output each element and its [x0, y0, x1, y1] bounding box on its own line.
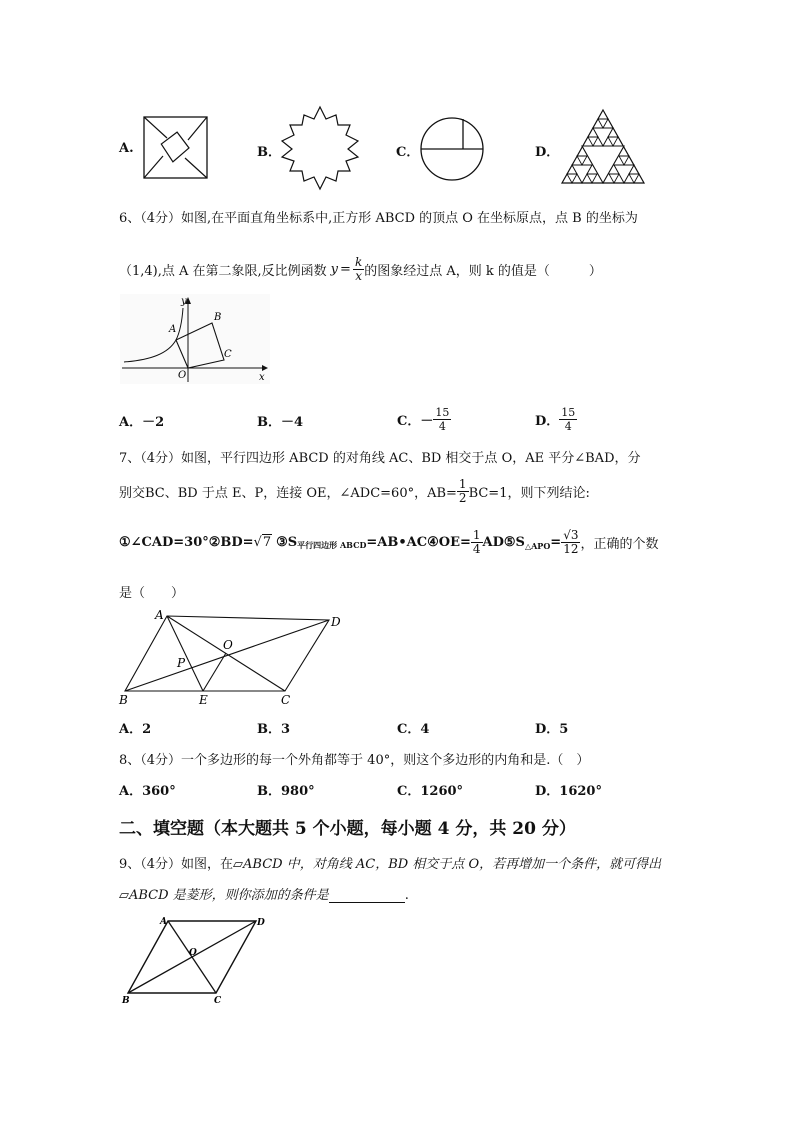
- section-2-title: 二、填空题（本大题共 5 个小题，每小题 4 分，共 20 分）: [119, 819, 576, 839]
- q9-fig-label-a: A: [160, 917, 167, 927]
- q7-fig-label-b: B: [119, 693, 128, 707]
- q8-option-d: D．1620°: [535, 784, 602, 799]
- q7-line3-fraction: [471, 529, 483, 556]
- q7-figure-parallelogram: [115, 605, 350, 710]
- q8-option-b: B．980°: [257, 784, 315, 799]
- q7-line3-sub2: △APO: [524, 541, 551, 551]
- q7-line2-frac-den: 2: [458, 490, 467, 505]
- q5-option-d-label: D．: [535, 145, 560, 160]
- q9-fig-label-c: C: [214, 996, 222, 1006]
- q7-line3-fraction2: [561, 529, 580, 556]
- q9-fig-label-b: B: [122, 996, 130, 1006]
- q9-fig-label-o: O: [189, 948, 197, 958]
- q6-fig-label-o: O: [178, 370, 187, 381]
- q7-fig-label-a: A: [155, 608, 164, 622]
- q7-fig-label-o: O: [223, 638, 233, 652]
- q7-line2-frac-num: 1: [458, 476, 467, 491]
- q6-frac-num: k: [354, 254, 363, 269]
- q6-option-d: [535, 402, 577, 436]
- q5-figure-a: [143, 116, 209, 180]
- q6-func-y: y: [330, 261, 339, 277]
- q6-option-c-fraction: [433, 406, 451, 433]
- q6-frac-den: x: [355, 268, 362, 283]
- q6-option-c: [397, 402, 451, 436]
- q7-sqrt-value: 7: [262, 535, 272, 550]
- q7-option-c: C．4: [397, 722, 430, 737]
- q7-stem-line2: [119, 473, 590, 509]
- q5-figure-c-circle: [419, 116, 485, 182]
- q9-line1-a: 9、（4分）如图，在: [119, 857, 234, 872]
- q6-stem-line2-a: （1,4),点 A 在第二象限,反比例函数: [119, 263, 327, 279]
- q6-option-c-num: 15: [435, 405, 450, 419]
- q7-line3-e: =: [550, 534, 562, 550]
- q7-stem-line4: 是（ ）: [119, 586, 185, 601]
- q5-figure-d-sierpinski: [560, 108, 646, 186]
- q9-line2-symbol: ▱: [119, 888, 129, 903]
- q6-option-d-fraction: [559, 406, 577, 433]
- q7-line3-b: ③S: [276, 534, 298, 550]
- q7-line3-frac2-num: √3: [563, 527, 579, 542]
- q7-line3-frac-num: 1: [472, 527, 481, 542]
- q7-option-b: B．3: [257, 722, 291, 737]
- q8-option-c: C．1260°: [397, 784, 464, 799]
- q7-fig-label-c: C: [281, 693, 291, 707]
- q7-line3-sub1: 平行四边形 ABCD: [297, 540, 367, 550]
- q6-fig-label-x: x: [259, 372, 265, 383]
- q9-stem-line1: [119, 853, 661, 872]
- q9-line1-b: ABCD 中，对角线 AC，BD 相交于点 O，若再增加一个条件，就可得出: [243, 857, 662, 872]
- q7-line3-a: ①∠CAD=30°②BD=: [119, 534, 254, 550]
- q6-func-fraction: [353, 256, 364, 283]
- q6-fig-label-b: B: [214, 312, 222, 323]
- q9-stem-line2: [119, 884, 409, 903]
- q7-line2-a: 别交BC、BD 于点 E、P，连接 OE，∠ADC=60°，AB=: [119, 485, 457, 501]
- q6-option-b: B．－4: [257, 415, 304, 430]
- q5-option-c-label: C．: [396, 145, 420, 160]
- q9-parallelogram-symbol: ▱: [233, 857, 244, 872]
- q9-figure-parallelogram: [118, 912, 268, 1007]
- q7-line3-frac2-den: 12: [563, 541, 579, 556]
- q6-figure-coordinate-square: [120, 294, 270, 384]
- q6-func-eq: =: [340, 261, 351, 277]
- q7-option-a: A．2: [119, 722, 152, 737]
- q6-option-d-label: D．: [535, 413, 560, 429]
- q7-sqrt-sign: √: [253, 534, 262, 550]
- q7-fig-label-e: E: [199, 693, 208, 707]
- q5-option-a-label: A.: [119, 141, 134, 156]
- q7-line3-f: ，正确的个数: [580, 536, 659, 552]
- q9-answer-blank[interactable]: [329, 890, 405, 903]
- q7-line3-d: AD⑤S: [482, 534, 525, 550]
- q6-option-d-num: 15: [561, 405, 576, 419]
- q5-option-b-label: B．: [257, 145, 281, 160]
- q6-option-c-den: 4: [438, 419, 446, 433]
- q9-fig-label-d: D: [257, 918, 265, 928]
- q7-line3-frac-den: 4: [472, 541, 481, 556]
- q6-fig-label-c: C: [224, 349, 232, 360]
- q6-stem-line1: 6、（4分）如图,在平面直角坐标系中,正方形 ABCD 的顶点 O 在坐标原点，点 B 的坐标为: [119, 211, 638, 226]
- q6-fig-label-y: y: [181, 296, 187, 307]
- q9-line2-b: ABCD 是菱形，则你添加的条件是: [129, 888, 329, 903]
- q7-line2-b: BC=1，则下列结论:: [468, 485, 590, 501]
- q7-fig-label-d: D: [331, 615, 341, 629]
- q6-stem-line2: [119, 252, 602, 286]
- q6-option-c-label: C．－: [397, 413, 434, 429]
- q6-fig-label-a: A: [169, 324, 177, 335]
- q7-option-d: D．5: [535, 722, 569, 737]
- q5-figure-b-koch-snowflake: [280, 105, 360, 191]
- q9-line2-c: .: [404, 888, 409, 903]
- q7-fig-label-p: P: [177, 656, 186, 670]
- q6-option-d-den: 4: [564, 419, 572, 433]
- q8-stem-line1: 8、（4分）一个多边形的每一个外角都等于 40°，则这个多边形的内角和是.（ ）: [119, 753, 590, 768]
- q6-option-a: A．－2: [119, 415, 165, 430]
- q7-line2-fraction: [457, 478, 469, 505]
- q6-stem-line2-b: 的图象经过点 A，则 k 的值是（ ）: [364, 263, 602, 279]
- q7-line3-c: =AB•AC④OE=: [366, 534, 471, 550]
- q7-stem-line3: [119, 522, 658, 562]
- q8-option-a: A．360°: [119, 784, 176, 799]
- q7-stem-line1: 7、（4分）如图，平行四边形 ABCD 的对角线 AC、BD 相交于点 O，AE 平分∠BAD，分: [119, 451, 641, 466]
